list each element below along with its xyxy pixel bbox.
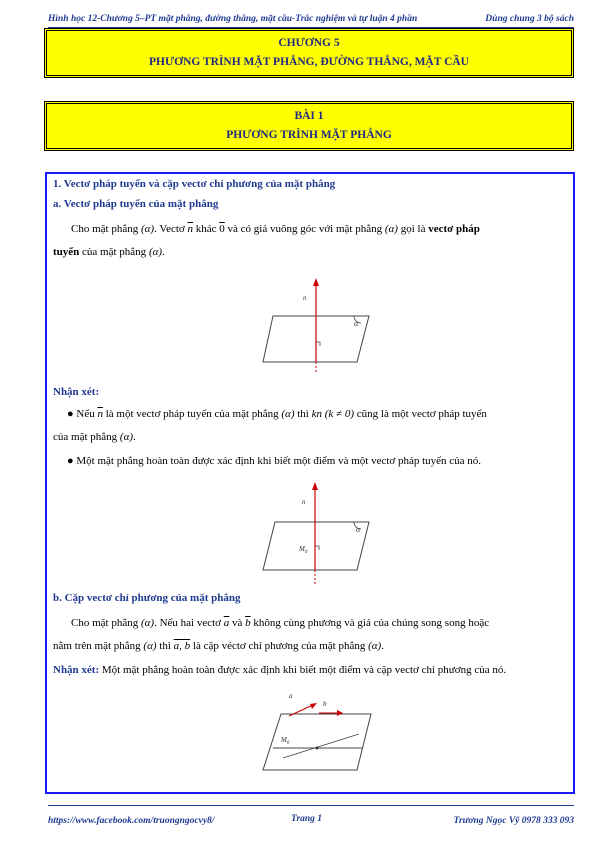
figure-direction-vectors — [253, 684, 383, 784]
footer-facebook-link[interactable]: https://www.facebook.com/truongngocvy8/ — [48, 816, 215, 826]
remark-label: Nhận xét: — [53, 386, 100, 398]
subsection-a-heading: a. Vectơ pháp tuyến của mặt phẳng — [53, 198, 219, 210]
fig2-m0-label: $M_0$ — [299, 545, 308, 555]
footer-author: Trương Ngọc Vỹ 0978 333 093 — [453, 816, 574, 826]
lesson-title: PHƯƠNG TRÌNH MẶT PHẲNG — [226, 129, 392, 141]
fig1-alpha-label: α — [354, 319, 359, 328]
alpha-symbol: (α) — [140, 223, 155, 235]
footer-rule — [48, 805, 574, 806]
zero-vector: 0 — [219, 223, 225, 235]
vector-n: $\overline{n}$ — [187, 223, 193, 235]
lesson-title-box — [44, 101, 574, 151]
fig3-m0-label: $M_0$ — [281, 736, 290, 746]
remark2-label: Nhận xét: — [53, 664, 100, 676]
header-left-text: Hình học 12-Chương 5–PT mặt phẳng, đường thẳng, mặt cầu-Trắc nghiệm và tự luận 4 phần — [48, 14, 418, 24]
fig1-n-label: n — [303, 294, 307, 302]
page-footer — [48, 805, 574, 835]
footer-page-number: Trang 1 — [291, 814, 323, 824]
remark-bullet-1-cont: của mặt phẳng (α). — [53, 431, 136, 443]
subsection-b-heading: b. Cặp vectơ chỉ phương của mặt phẳng — [53, 592, 241, 604]
chapter-title: PHƯƠNG TRÌNH MẶT PHẲNG, ĐƯỜNG THẲNG, MẶT CẦU — [149, 56, 469, 68]
para1-line2: tuyến của mặt phẳng (α). — [53, 246, 165, 258]
vector-a: $\overline{a}$ — [223, 617, 230, 629]
para1-line1: Cho mặt phẳng (α). Vectơ $\overline{n}$ khác 0 và có giá vuông góc với mặt phẳng (α) gọi là vectơ pháp — [71, 223, 480, 235]
remark-bullet-1: ● Nếu $\overline{n}$ là một vectơ pháp tuyến của mặt phẳng (α) thì kn (k ≠ 0) cũng là một vectơ pháp tuyến — [67, 408, 487, 420]
chapter-title-box — [44, 28, 574, 78]
remark2-line: Nhận xét: Một mặt phẳng hoàn toàn được xác định khi biết một điểm và cặp vectơ chỉ phương của nó. — [53, 664, 507, 676]
chapter-number: CHƯƠNG 5 — [278, 37, 340, 49]
fig2-alpha-label: α — [356, 525, 361, 534]
para2-line2: nằm trên mặt phẳng (α) thì a, b là cặp véctơ chỉ phương của mặt phẳng (α). — [53, 640, 384, 652]
bullet-dot: ● — [67, 455, 74, 467]
section-heading: 1. Vectơ pháp tuyến và cặp vectơ chỉ phương của mặt phẳng — [53, 178, 336, 190]
figure-normal-vector — [257, 270, 377, 382]
content-box — [45, 172, 575, 794]
fig3-a-label: a — [289, 692, 293, 700]
figure-normal-vector-point — [255, 474, 379, 592]
remark-bullet-2: ● Một mặt phẳng hoàn toàn được xác định khi biết một điểm và một vectơ pháp tuyến của nó. — [67, 455, 482, 467]
fig2-n-label: n — [302, 498, 306, 506]
fig3-b-label: b — [323, 700, 327, 708]
header-right-text: Dùng chung 3 bộ sách — [485, 14, 574, 24]
para2-line1: Cho mặt phẳng (α). Nếu hai vectơ $\overline{a}$ và $\overline{b}$ không cùng phương và giá của chúng song song hoặc — [71, 617, 490, 629]
lesson-number: BÀI 1 — [294, 110, 324, 122]
bullet-dot: ● — [67, 408, 74, 420]
vector-b: $\overline{b}$ — [245, 617, 251, 629]
